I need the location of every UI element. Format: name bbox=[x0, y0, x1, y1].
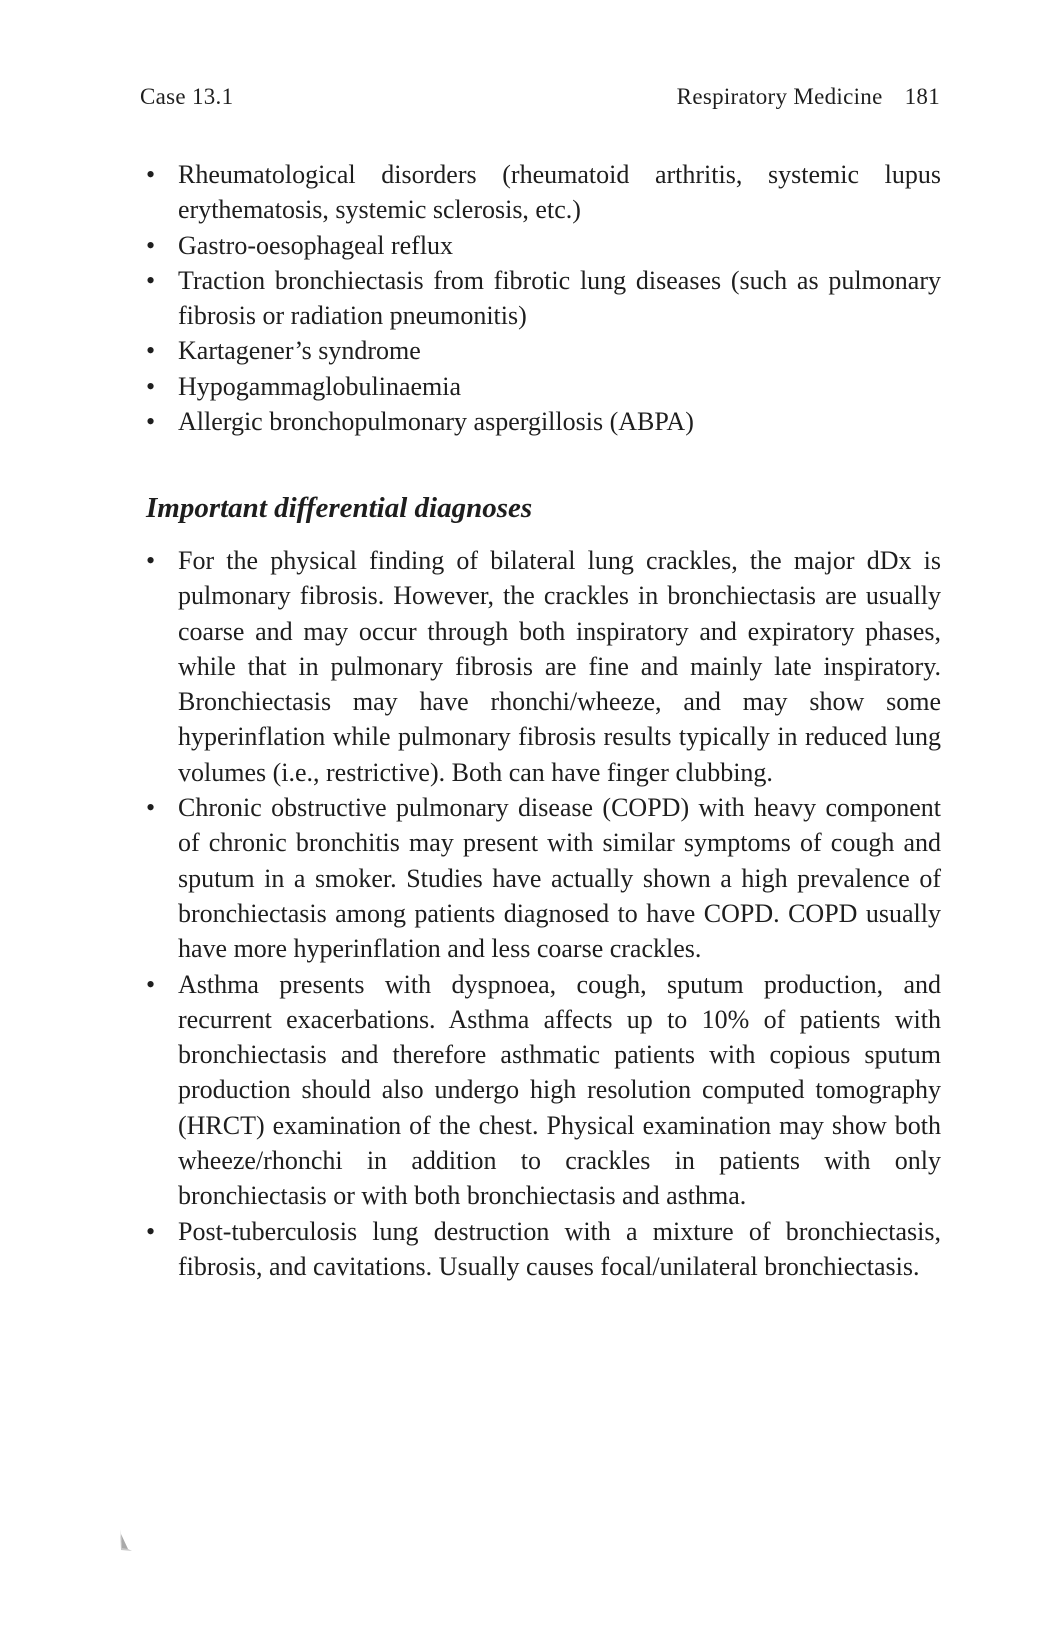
list-item-text: For the physical finding of bilateral lung crackles, the major dDx is pulmonary fibrosis. However, the crackles in bronchiectasis are usually coarse and may occur through both inspiratory and expiratory phases, while that in pulmonary fibrosis are fine and mainly late inspiratory. Bronchiectasis may have rhonchi/wheeze, and may show some hyperinflation while pulmonary fibrosis results typically in reduced lung volumes (i.e., restrictive). Both can have finger clubbing. bbox=[178, 546, 941, 787]
list-item bbox=[146, 333, 941, 368]
list-item bbox=[146, 228, 941, 263]
bullet-icon: • bbox=[146, 265, 156, 295]
bullet-icon: • bbox=[146, 371, 156, 401]
section-title: Respiratory Medicine bbox=[676, 84, 883, 109]
list-item bbox=[146, 157, 941, 228]
list-item bbox=[146, 543, 941, 790]
differentials-list bbox=[146, 543, 941, 1284]
list-item-text: Hypogammaglobulinaemia bbox=[178, 371, 462, 401]
running-head-right bbox=[677, 84, 940, 110]
list-item-text: Gastro-oesophageal reflux bbox=[178, 230, 454, 260]
bullet-icon: • bbox=[146, 1216, 156, 1246]
bullet-icon: • bbox=[146, 336, 156, 366]
list-item-text: Chronic obstructive pulmonary disease (COPD) with heavy component of chronic bronchitis may present with similar symptoms of cough and sputum in a smoker. Studies have actually shown a high prevalence of bronchiectasis among patients diagnosed to have COPD. COPD usually have more hyperinflation and less coarse crackles. bbox=[178, 793, 941, 964]
causes-list bbox=[146, 157, 941, 439]
bullet-icon: • bbox=[146, 969, 156, 999]
list-item bbox=[146, 263, 941, 334]
list-item bbox=[146, 404, 941, 439]
bullet-icon: • bbox=[146, 793, 156, 823]
list-item-text: Post-tuberculosis lung destruction with a mixture of bronchiectasis, fibrosis, and cavitations. Usually causes focal/unilateral bronchiectasis. bbox=[178, 1216, 941, 1281]
scan-artifact-icon bbox=[118, 1528, 134, 1552]
list-item-text: Asthma presents with dyspnoea, cough, sputum production, and recurrent exacerbations. Asthma affects up to 10% of patients with bronchiectasis and therefore asthmatic patients with copious sputum production should also undergo high resolution computed tomography (HRCT) examination of the chest. Physical examination may show both wheeze/rhonchi in addition to crackles in patients with only bronchiectasis or with both bronchiectasis and asthma. bbox=[178, 969, 941, 1211]
list-item bbox=[146, 369, 941, 404]
page-number: 181 bbox=[904, 84, 940, 109]
bullet-icon: • bbox=[146, 160, 156, 189]
bullet-icon: • bbox=[146, 230, 156, 260]
list-item-text: Rheumatological disorders (rheumatoid arthritis, systemic lupus erythematosis, systemic sclerosis, etc.) bbox=[178, 160, 941, 225]
running-head bbox=[140, 84, 940, 114]
list-item bbox=[146, 1214, 941, 1285]
list-item bbox=[146, 967, 941, 1214]
section-heading: Important differential diagnoses bbox=[146, 492, 533, 524]
list-item-text: Allergic bronchopulmonary aspergillosis (ABPA) bbox=[178, 407, 694, 437]
list-item bbox=[146, 790, 941, 966]
bullet-icon: • bbox=[146, 546, 156, 575]
bullet-icon: • bbox=[146, 407, 156, 437]
list-item-text: Traction bronchiectasis from fibrotic lung diseases (such as pulmonary fibrosis or radiation pneumonitis) bbox=[178, 265, 941, 331]
case-label: Case 13.1 bbox=[140, 84, 234, 109]
list-item-text: Kartagener’s syndrome bbox=[178, 336, 421, 366]
